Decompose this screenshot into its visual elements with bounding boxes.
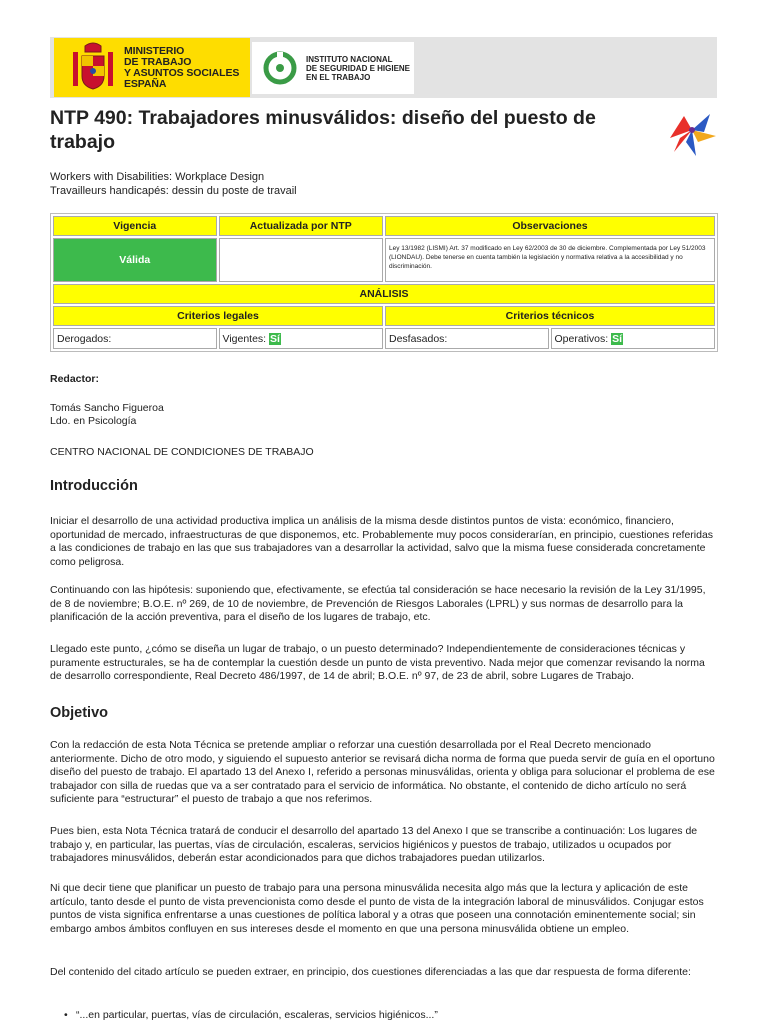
intro-paragraph-2: Continuando con las hipótesis: suponiendo que, efectivamente, se efectúa tal consideración se hace necesario la revisión de la Ley 31/1995, de 8 de noviembre; B.O.E. nº 269, de 10 de noviembre, de Prevención de Riesgos Laborales (LPRL) y sus normas de desarrollo para la planificación de la acción preventiva, para el diseño de los lugares de trabajo, etc. [50, 584, 706, 623]
subtitle-french: Travailleurs handicapés: dessin du poste de travail [50, 184, 297, 197]
criterios-legales-header: Criterios legales [53, 306, 383, 326]
subtitles [50, 171, 297, 198]
derogados-cell: Derogados: [53, 328, 217, 349]
ministry-logo[interactable] [54, 38, 250, 97]
insht-logo[interactable] [252, 42, 414, 94]
author-name: Tomás Sancho Figueroa [50, 402, 164, 414]
operativos-cell: Operativos: Sí [551, 328, 716, 349]
objetivo-paragraph-3: Ni que decir tiene que planificar un puesto de trabajo para una persona minusválida necesita algo más que la lectura y aplicación de este artículo, tanto desde el punto de vista prevencionista como desde el punto de vista de la integración laboral de minusválidos. Conjugar estos puntos de vista significa enfrentarse a unas cuestiones de política laboral y a otras que poseen una connotación eminentemente social; sin embargo ambos ámbitos confluyen en sus intereses desde el momento en que una persona minusválida obtiene un empleo. [50, 882, 704, 935]
intro-heading: Introducción [50, 478, 138, 494]
ministry-name: MINISTERIO DE TRABAJO Y ASUNTOS SOCIALES ESPAÑA [124, 44, 240, 90]
objetivo-heading: Objetivo [50, 705, 109, 721]
intro-paragraph-1: Iniciar el desarrollo de una actividad productiva implica un análisis de la misma desde distintos puntos de vista: económico, financiero, oportunidad de mercado, infraestructuras de que disponemos, etc. Probablemente muy pocos considerarían, en principio, cuestiones referidas a las condiciones de trabajo en las que sus trabajadores van a desarrollar la actividad, salvo que la misma fuese considerada concretamente como peligrosa. [50, 515, 714, 568]
header-actualizada: Actualizada por NTP [219, 216, 383, 236]
vigentes-cell: Vigentes: Sí [219, 328, 383, 349]
objetivo-paragraph-2: Pues bien, esta Nota Técnica tratará de conducir el desarrollo del apartado 13 del Anexo I que se transcribe a continuación: Los lugares de trabajo y, en particular, las puertas, vías de circulación, escaleras, servicios higiénicos y puestos de trabajo, utilizados u ocupados por trabajadores minusválidos, deberán estar acondicionados para que dichos trabajadores puedan utilizarlos. [50, 825, 698, 864]
header-vigencia: Vigencia [53, 216, 217, 236]
center-name: CENTRO NACIONAL DE CONDICIONES DE TRABAJO [50, 446, 314, 458]
list-item: • “...en particular, puertas, vías de circulación, escaleras, servicios higiénicos...” [76, 1009, 438, 1021]
desfasados-cell: Desfasados: [385, 328, 549, 349]
status-table [50, 213, 718, 352]
colorful-star-icon [664, 108, 720, 160]
criterios-tecnicos-header: Criterios técnicos [385, 306, 715, 326]
observaciones-value: Ley 13/1982 (LISMI) Art. 37 modificado en Ley 62/2003 de 30 de diciembre. Complementada por Ley 51/2003 (LIONDAU). Debe tenerse en cuenta también la legislación y normativa relativa a la accesibilidad y no discriminación. [385, 238, 715, 282]
insht-name: INSTITUTO NACIONAL DE SEGURIDAD E HIGIENE EN EL TRABAJO [306, 54, 411, 82]
author-degree: Ldo. en Psicología [50, 415, 137, 427]
vigencia-value: Válida [53, 238, 217, 282]
vigentes-badge: Sí [270, 332, 280, 345]
header-observaciones: Observaciones [385, 216, 715, 236]
page-title: NTP 490: Trabajadores minusválidos: diseño del puesto de trabajo [50, 107, 596, 153]
actualizada-value [219, 238, 383, 282]
coat-of-arms-icon [70, 42, 116, 94]
redactor-label: Redactor: [50, 373, 100, 385]
intro-paragraph-3: Llegado este punto, ¿cómo se diseña un lugar de trabajo, o un puesto determinado? Independientemente de consideraciones técnicas y puramente estructurales, se ha de contemplar la cuestión desde un punto de vista preventivo. Nada mejor que comenzar revisando la norma de desarrollo correspondiente, Real Decreto 486/1997, de 14 de abril; B.O.E. nº 97, de 23 de abril, sobre Lugares de Trabajo. [50, 643, 705, 682]
objetivo-paragraph-1: Con la redacción de esta Nota Técnica se pretende ampliar o reforzar una cuestión desarrollada por el Real Decreto mencionado anteriormente. Dicho de otro modo, y siguiendo el supuesto anterior se revisará dicha norma de forma que pueda servir de guía en el oportuno diseño del puesto de trabajo. El apartado 13 del Anexo I, referido a personas minusválidas, orienta y obliga para solucionar el problema de ese trabajador con silla de ruedas que va a ser contratado para el servicio de informática. No obstante, el contenido de dicho artículo no será suficiente para “estructurar” el puesto de trabajo a que nos referimos. [50, 739, 715, 805]
analisis-header: ANÁLISIS [53, 284, 715, 304]
insht-ring-icon [262, 50, 298, 86]
objetivo-paragraph-4: Del contenido del citado artículo se pueden extraer, en principio, dos cuestiones diferenciadas a las que dar respuesta de forma diferente: [50, 966, 691, 978]
operativos-badge: Sí [612, 332, 623, 345]
subtitle-english: Workers with Disabilities: Workplace Design [50, 171, 265, 183]
